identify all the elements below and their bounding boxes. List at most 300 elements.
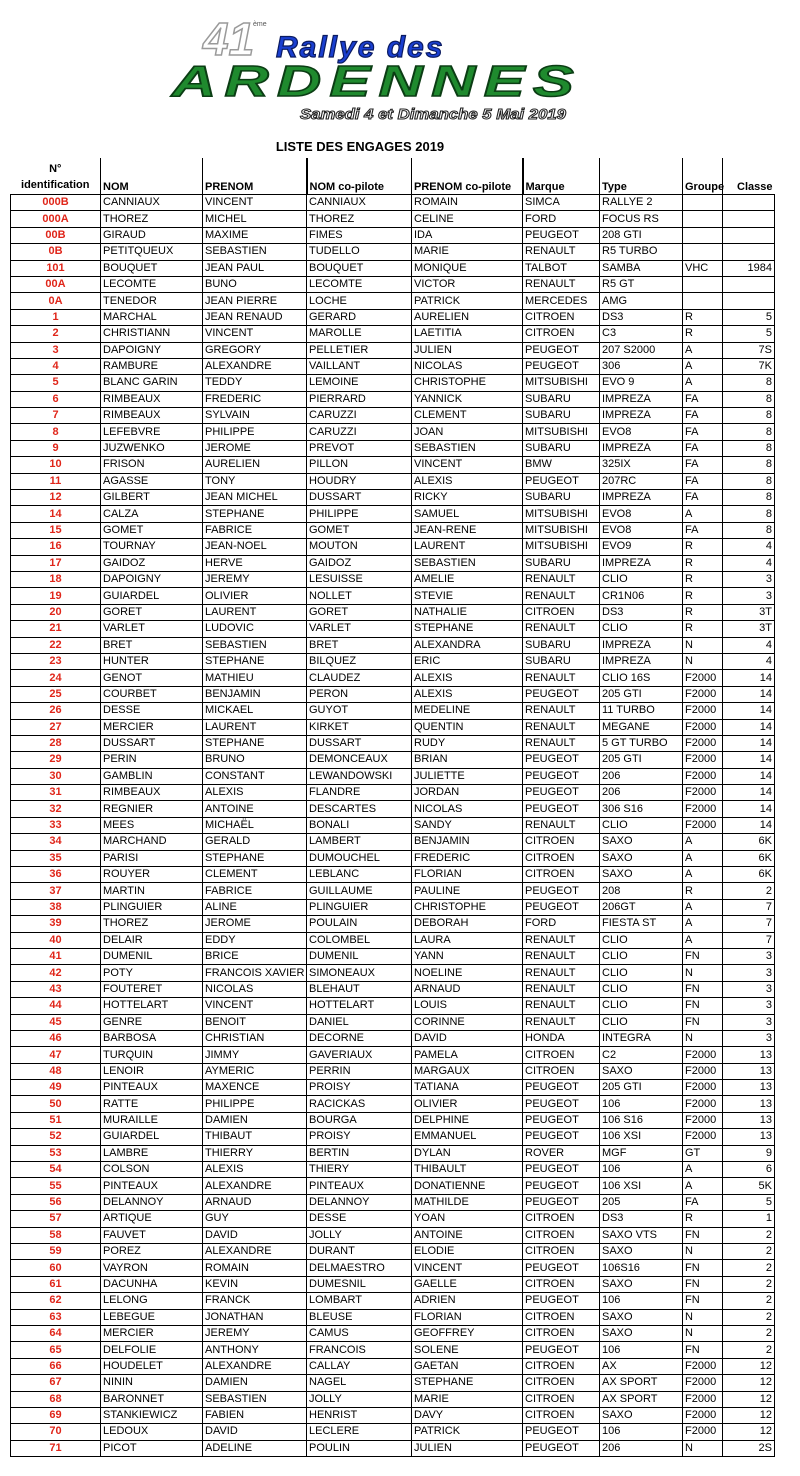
entry-number: 50 xyxy=(11,1096,101,1112)
car-class: 4 xyxy=(723,637,775,653)
car-group: FA xyxy=(683,490,723,506)
driver-last-name: THOREZ xyxy=(101,211,203,227)
driver-first-name: JEAN PAUL xyxy=(203,260,307,276)
car-model: MGF xyxy=(600,1145,683,1161)
car-group: N xyxy=(683,1440,723,1456)
car-model: IMPREZA xyxy=(600,440,683,456)
driver-last-name: VAYRON xyxy=(101,1260,203,1276)
car-group: R xyxy=(683,571,723,587)
car-model: FIESTA ST xyxy=(600,916,683,932)
car-group: A xyxy=(683,1178,723,1194)
entry-number: 14 xyxy=(11,506,101,522)
codriver-first-name: CLEMENT xyxy=(412,408,523,424)
codriver-last-name: PLINGUIER xyxy=(307,899,412,915)
codriver-last-name: COLOMBEL xyxy=(307,932,412,948)
car-model: SAXO xyxy=(600,867,683,883)
car-model: 306 xyxy=(600,358,683,374)
car-class: 3T xyxy=(723,621,775,637)
car-class xyxy=(723,211,775,227)
car-model: 206 xyxy=(600,1440,683,1456)
car-make: PEUGEOT xyxy=(523,883,600,899)
table-row xyxy=(11,1375,775,1391)
codriver-first-name: CELINE xyxy=(412,211,523,227)
driver-first-name: ROMAIN xyxy=(203,1260,307,1276)
codriver-last-name: GAVERIAUX xyxy=(307,1047,412,1063)
codriver-last-name: GOMET xyxy=(307,522,412,538)
car-group: N xyxy=(683,1030,723,1046)
car-make: RENAULT xyxy=(523,244,600,260)
codriver-first-name: ALEXIS xyxy=(412,670,523,686)
driver-first-name: JEREMY xyxy=(203,1325,307,1341)
driver-first-name: DAVID xyxy=(203,1227,307,1243)
car-class: 2 xyxy=(723,1309,775,1325)
car-class: 3 xyxy=(723,998,775,1014)
driver-last-name: HUNTER xyxy=(101,653,203,669)
car-make: CITROEN xyxy=(523,604,600,620)
codriver-last-name: LOMBART xyxy=(307,1293,412,1309)
car-make: PEUGEOT xyxy=(523,227,600,243)
entry-number: 000B xyxy=(11,195,101,211)
car-class: 8 xyxy=(723,375,775,391)
codriver-first-name: DYLAN xyxy=(412,1145,523,1161)
car-model: AX SPORT xyxy=(600,1375,683,1391)
column-header-groupe: Groupe xyxy=(683,158,723,195)
table-row xyxy=(11,1145,775,1161)
car-class: 13 xyxy=(723,1063,775,1079)
table-row xyxy=(11,490,775,506)
car-group: FN xyxy=(683,1227,723,1243)
codriver-last-name: DECORNE xyxy=(307,1030,412,1046)
table-row xyxy=(11,1096,775,1112)
car-class: 4 xyxy=(723,653,775,669)
table-row xyxy=(11,1014,775,1030)
table-row xyxy=(11,801,775,817)
entry-number: 45 xyxy=(11,1014,101,1030)
entry-number: 4 xyxy=(11,358,101,374)
car-class xyxy=(723,227,775,243)
driver-last-name: POTY xyxy=(101,965,203,981)
car-model: SAMBA xyxy=(600,260,683,276)
table-row xyxy=(11,293,775,309)
codriver-first-name: GEOFFREY xyxy=(412,1325,523,1341)
car-model: CLIO xyxy=(600,965,683,981)
car-class: 2 xyxy=(723,1260,775,1276)
codriver-last-name: GORET xyxy=(307,604,412,620)
driver-last-name: LEFEBVRE xyxy=(101,424,203,440)
car-make: RENAULT xyxy=(523,817,600,833)
driver-last-name: COLSON xyxy=(101,1162,203,1178)
codriver-last-name: DUMESNIL xyxy=(307,1276,412,1292)
car-make: MITSUBISHI xyxy=(523,424,600,440)
codriver-first-name: FLORIAN xyxy=(412,1309,523,1325)
codriver-first-name: STEVIE xyxy=(412,588,523,604)
codriver-first-name: BENJAMIN xyxy=(412,834,523,850)
driver-last-name: RATTE xyxy=(101,1096,203,1112)
car-make: RENAULT xyxy=(523,571,600,587)
codriver-first-name: CHRISTOPHE xyxy=(412,899,523,915)
driver-last-name: CALZA xyxy=(101,506,203,522)
codriver-last-name: DEMONCEAUX xyxy=(307,752,412,768)
driver-first-name: FRANCK xyxy=(203,1293,307,1309)
car-group: FN xyxy=(683,1014,723,1030)
codriver-first-name: GAELLE xyxy=(412,1276,523,1292)
codriver-first-name: PATRICK xyxy=(412,293,523,309)
driver-last-name: MERCIER xyxy=(101,1325,203,1341)
codriver-last-name: PROISY xyxy=(307,1080,412,1096)
driver-first-name: GERALD xyxy=(203,834,307,850)
driver-first-name: THIERRY xyxy=(203,1145,307,1161)
car-class: 14 xyxy=(723,752,775,768)
codriver-first-name: FREDERIC xyxy=(412,850,523,866)
car-class: 6K xyxy=(723,834,775,850)
car-group: FN xyxy=(683,948,723,964)
table-row xyxy=(11,1424,775,1440)
car-group: F2000 xyxy=(683,670,723,686)
car-model: CLIO xyxy=(600,932,683,948)
entry-number: 101 xyxy=(11,260,101,276)
driver-last-name: THOREZ xyxy=(101,916,203,932)
rally-logo-header xyxy=(0,0,800,130)
car-group: F2000 xyxy=(683,1112,723,1128)
entry-number: 71 xyxy=(11,1440,101,1456)
codriver-last-name: BILQUEZ xyxy=(307,653,412,669)
codriver-first-name: PAMELA xyxy=(412,1047,523,1063)
car-make: CITROEN xyxy=(523,1047,600,1063)
codriver-last-name: PREVOT xyxy=(307,440,412,456)
driver-first-name: JONATHAN xyxy=(203,1309,307,1325)
codriver-last-name: DESSE xyxy=(307,1211,412,1227)
car-group: F2000 xyxy=(683,1063,723,1079)
table-row xyxy=(11,1030,775,1046)
entry-number: 6 xyxy=(11,391,101,407)
codriver-first-name: ARNAUD xyxy=(412,981,523,997)
codriver-last-name: LEMOINE xyxy=(307,375,412,391)
car-model: 205 GTI xyxy=(600,1080,683,1096)
codriver-last-name: PIERRARD xyxy=(307,391,412,407)
car-class: 2 xyxy=(723,1244,775,1260)
car-make: SUBARU xyxy=(523,440,600,456)
car-group: FN xyxy=(683,1260,723,1276)
car-group: R xyxy=(683,309,723,325)
codriver-last-name: PELLETIER xyxy=(307,342,412,358)
car-group xyxy=(683,293,723,309)
table-row xyxy=(11,1063,775,1079)
car-group xyxy=(683,276,723,292)
column-header-classe: Classe xyxy=(723,158,775,195)
codriver-last-name: BLEHAUT xyxy=(307,981,412,997)
entry-number: 37 xyxy=(11,883,101,899)
codriver-last-name: CARUZZI xyxy=(307,424,412,440)
car-make: CITROEN xyxy=(523,850,600,866)
codriver-last-name: POULIN xyxy=(307,1440,412,1456)
codriver-first-name: DONATIENNE xyxy=(412,1178,523,1194)
car-make: PEUGEOT xyxy=(523,1260,600,1276)
car-group: F2000 xyxy=(683,752,723,768)
car-model: CLIO xyxy=(600,621,683,637)
driver-last-name: LEDOUX xyxy=(101,1424,203,1440)
car-group: F2000 xyxy=(683,735,723,751)
table-row xyxy=(11,981,775,997)
car-class: 2 xyxy=(723,1276,775,1292)
table-row xyxy=(11,342,775,358)
codriver-last-name: JOLLY xyxy=(307,1391,412,1407)
table-row xyxy=(11,571,775,587)
codriver-last-name: PROISY xyxy=(307,1129,412,1145)
driver-last-name: RIMBEAUX xyxy=(101,785,203,801)
codriver-first-name: MARIE xyxy=(412,244,523,260)
driver-last-name: RIMBEAUX xyxy=(101,408,203,424)
car-model: 206 xyxy=(600,768,683,784)
car-class: 8 xyxy=(723,506,775,522)
car-model: IMPREZA xyxy=(600,555,683,571)
driver-first-name: ALEXANDRE xyxy=(203,1178,307,1194)
car-group: A xyxy=(683,342,723,358)
car-class: 8 xyxy=(723,424,775,440)
table-row xyxy=(11,1407,775,1423)
codriver-first-name: ADRIEN xyxy=(412,1293,523,1309)
driver-first-name: DAVID xyxy=(203,1424,307,1440)
rally-logo xyxy=(0,0,800,130)
codriver-first-name: ANTOINE xyxy=(412,1227,523,1243)
driver-last-name: TURQUIN xyxy=(101,1047,203,1063)
codriver-first-name: JORDAN xyxy=(412,785,523,801)
entry-number: 20 xyxy=(11,604,101,620)
car-class: 6K xyxy=(723,850,775,866)
car-group: F2000 xyxy=(683,1391,723,1407)
logo-line2: ARDENNES xyxy=(170,57,582,106)
entry-number: 57 xyxy=(11,1211,101,1227)
car-model: 207 S2000 xyxy=(600,342,683,358)
car-group: FA xyxy=(683,1194,723,1210)
car-model: DS3 xyxy=(600,1211,683,1227)
car-make: FORD xyxy=(523,211,600,227)
driver-first-name: SEBASTIEN xyxy=(203,1391,307,1407)
codriver-first-name: LAURA xyxy=(412,932,523,948)
table-row xyxy=(11,1194,775,1210)
car-class: 8 xyxy=(723,473,775,489)
car-class: 8 xyxy=(723,408,775,424)
car-group xyxy=(683,227,723,243)
driver-last-name: BOUQUET xyxy=(101,260,203,276)
codriver-last-name: JOLLY xyxy=(307,1227,412,1243)
entry-number: 63 xyxy=(11,1309,101,1325)
car-make: PEUGEOT xyxy=(523,1424,600,1440)
car-model: DS3 xyxy=(600,309,683,325)
car-make: SUBARU xyxy=(523,490,600,506)
car-group xyxy=(683,195,723,211)
car-model: 208 GTI xyxy=(600,227,683,243)
entry-number: 15 xyxy=(11,522,101,538)
table-row xyxy=(11,1162,775,1178)
codriver-first-name: LOUIS xyxy=(412,998,523,1014)
car-make: SUBARU xyxy=(523,391,600,407)
car-group: A xyxy=(683,506,723,522)
codriver-first-name: FLORIAN xyxy=(412,867,523,883)
car-make: RENAULT xyxy=(523,719,600,735)
car-model: EVO8 xyxy=(600,506,683,522)
car-make: SUBARU xyxy=(523,653,600,669)
driver-first-name: JEREMY xyxy=(203,571,307,587)
car-make: PEUGEOT xyxy=(523,1440,600,1456)
codriver-first-name: ALEXIS xyxy=(412,686,523,702)
codriver-last-name: TUDELLO xyxy=(307,244,412,260)
codriver-last-name: DUSSART xyxy=(307,490,412,506)
codriver-first-name: YOAN xyxy=(412,1211,523,1227)
logo-edition-suffix: ème xyxy=(253,21,267,28)
car-model: IMPREZA xyxy=(600,653,683,669)
car-make: HONDA xyxy=(523,1030,600,1046)
driver-last-name: LEBEGUE xyxy=(101,1309,203,1325)
car-make: PEUGEOT xyxy=(523,342,600,358)
entry-number: 22 xyxy=(11,637,101,653)
logo-line1: Rallye des xyxy=(276,31,445,64)
driver-last-name: FAUVET xyxy=(101,1227,203,1243)
driver-last-name: BRET xyxy=(101,637,203,653)
car-make: PEUGEOT xyxy=(523,1342,600,1358)
car-group: A xyxy=(683,375,723,391)
codriver-first-name: AURELIEN xyxy=(412,309,523,325)
car-class: 4 xyxy=(723,539,775,555)
codriver-first-name: STEPHANE xyxy=(412,1375,523,1391)
car-class: 12 xyxy=(723,1391,775,1407)
codriver-last-name: LOCHE xyxy=(307,293,412,309)
car-class: 1984 xyxy=(723,260,775,276)
table-row xyxy=(11,1293,775,1309)
car-make: PEUGEOT xyxy=(523,686,600,702)
entry-number: 8 xyxy=(11,424,101,440)
entry-number: 18 xyxy=(11,571,101,587)
car-model: SAXO xyxy=(600,1244,683,1260)
car-class: 8 xyxy=(723,490,775,506)
driver-first-name: PHILIPPE xyxy=(203,1096,307,1112)
driver-last-name: BARONNET xyxy=(101,1391,203,1407)
car-group: N xyxy=(683,965,723,981)
car-class: 5 xyxy=(723,309,775,325)
driver-last-name: DACUNHA xyxy=(101,1276,203,1292)
driver-first-name: VINCENT xyxy=(203,326,307,342)
codriver-first-name: DEBORAH xyxy=(412,916,523,932)
codriver-last-name: DANIEL xyxy=(307,1014,412,1030)
table-row xyxy=(11,195,775,211)
codriver-last-name: HOUDRY xyxy=(307,473,412,489)
codriver-first-name: VINCENT xyxy=(412,1260,523,1276)
driver-first-name: FABRICE xyxy=(203,522,307,538)
driver-last-name: GILBERT xyxy=(101,490,203,506)
codriver-last-name: PHILIPPE xyxy=(307,506,412,522)
car-class: 14 xyxy=(723,686,775,702)
codriver-last-name: DELMAESTRO xyxy=(307,1260,412,1276)
entry-number: 33 xyxy=(11,817,101,833)
entry-number: 52 xyxy=(11,1129,101,1145)
car-group: A xyxy=(683,358,723,374)
driver-first-name: FREDERIC xyxy=(203,391,307,407)
codriver-last-name: DUMOUCHEL xyxy=(307,850,412,866)
table-row xyxy=(11,883,775,899)
car-group: N xyxy=(683,1325,723,1341)
car-make: RENAULT xyxy=(523,965,600,981)
car-class: 5 xyxy=(723,1194,775,1210)
driver-first-name: JEAN-NOEL xyxy=(203,539,307,555)
driver-last-name: MERCIER xyxy=(101,719,203,735)
car-class: 5K xyxy=(723,1178,775,1194)
car-group: FA xyxy=(683,408,723,424)
driver-first-name: CONSTANT xyxy=(203,768,307,784)
car-model: SAXO xyxy=(600,1309,683,1325)
car-class: 8 xyxy=(723,391,775,407)
codriver-last-name: GERARD xyxy=(307,309,412,325)
driver-first-name: ADELINE xyxy=(203,1440,307,1456)
car-model: SAXO xyxy=(600,850,683,866)
codriver-first-name: ALEXIS xyxy=(412,473,523,489)
table-row xyxy=(11,1244,775,1260)
codriver-last-name: BONALI xyxy=(307,817,412,833)
codriver-last-name: FIMES xyxy=(307,227,412,243)
driver-first-name: JIMMY xyxy=(203,1047,307,1063)
table-row xyxy=(11,260,775,276)
table-row xyxy=(11,834,775,850)
car-group: F2000 xyxy=(683,703,723,719)
driver-last-name: VARLET xyxy=(101,621,203,637)
car-make: PEUGEOT xyxy=(523,1178,600,1194)
car-group: N xyxy=(683,1309,723,1325)
car-class: 2 xyxy=(723,1342,775,1358)
table-row xyxy=(11,391,775,407)
driver-last-name: BLANC GARIN xyxy=(101,375,203,391)
table-row xyxy=(11,1047,775,1063)
car-class: 3 xyxy=(723,571,775,587)
car-group: A xyxy=(683,916,723,932)
car-group: F2000 xyxy=(683,1080,723,1096)
table-row xyxy=(11,686,775,702)
car-group: FN xyxy=(683,1293,723,1309)
entry-number: 61 xyxy=(11,1276,101,1292)
car-class: 2S xyxy=(723,1440,775,1456)
car-model: 206GT xyxy=(600,899,683,915)
driver-last-name: BARBOSA xyxy=(101,1030,203,1046)
entry-number: 5 xyxy=(11,375,101,391)
driver-first-name: JEAN RENAUD xyxy=(203,309,307,325)
car-make: CITROEN xyxy=(523,1211,600,1227)
car-make: RENAULT xyxy=(523,276,600,292)
driver-first-name: TEDDY xyxy=(203,375,307,391)
codriver-first-name: VINCENT xyxy=(412,457,523,473)
table-row xyxy=(11,588,775,604)
driver-first-name: PHILIPPE xyxy=(203,424,307,440)
column-header-nom: NOM xyxy=(101,158,203,195)
table-row xyxy=(11,555,775,571)
driver-last-name: PLINGUIER xyxy=(101,899,203,915)
driver-first-name: TONY xyxy=(203,473,307,489)
codriver-last-name: LAMBERT xyxy=(307,834,412,850)
car-make: FORD xyxy=(523,916,600,932)
car-group: F2000 xyxy=(683,1047,723,1063)
entry-number: 11 xyxy=(11,473,101,489)
car-model: IMPREZA xyxy=(600,408,683,424)
car-model: CLIO 16S xyxy=(600,670,683,686)
car-model: DS3 xyxy=(600,604,683,620)
driver-last-name: NININ xyxy=(101,1375,203,1391)
table-row xyxy=(11,1276,775,1292)
codriver-first-name: SOLENE xyxy=(412,1342,523,1358)
codriver-last-name: GUILLAUME xyxy=(307,883,412,899)
codriver-last-name: NOLLET xyxy=(307,588,412,604)
table-row xyxy=(11,1129,775,1145)
codriver-first-name: THIBAULT xyxy=(412,1162,523,1178)
driver-last-name: PARISI xyxy=(101,850,203,866)
driver-first-name: HERVE xyxy=(203,555,307,571)
driver-first-name: ALEXIS xyxy=(203,1162,307,1178)
driver-first-name: JEAN MICHEL xyxy=(203,490,307,506)
